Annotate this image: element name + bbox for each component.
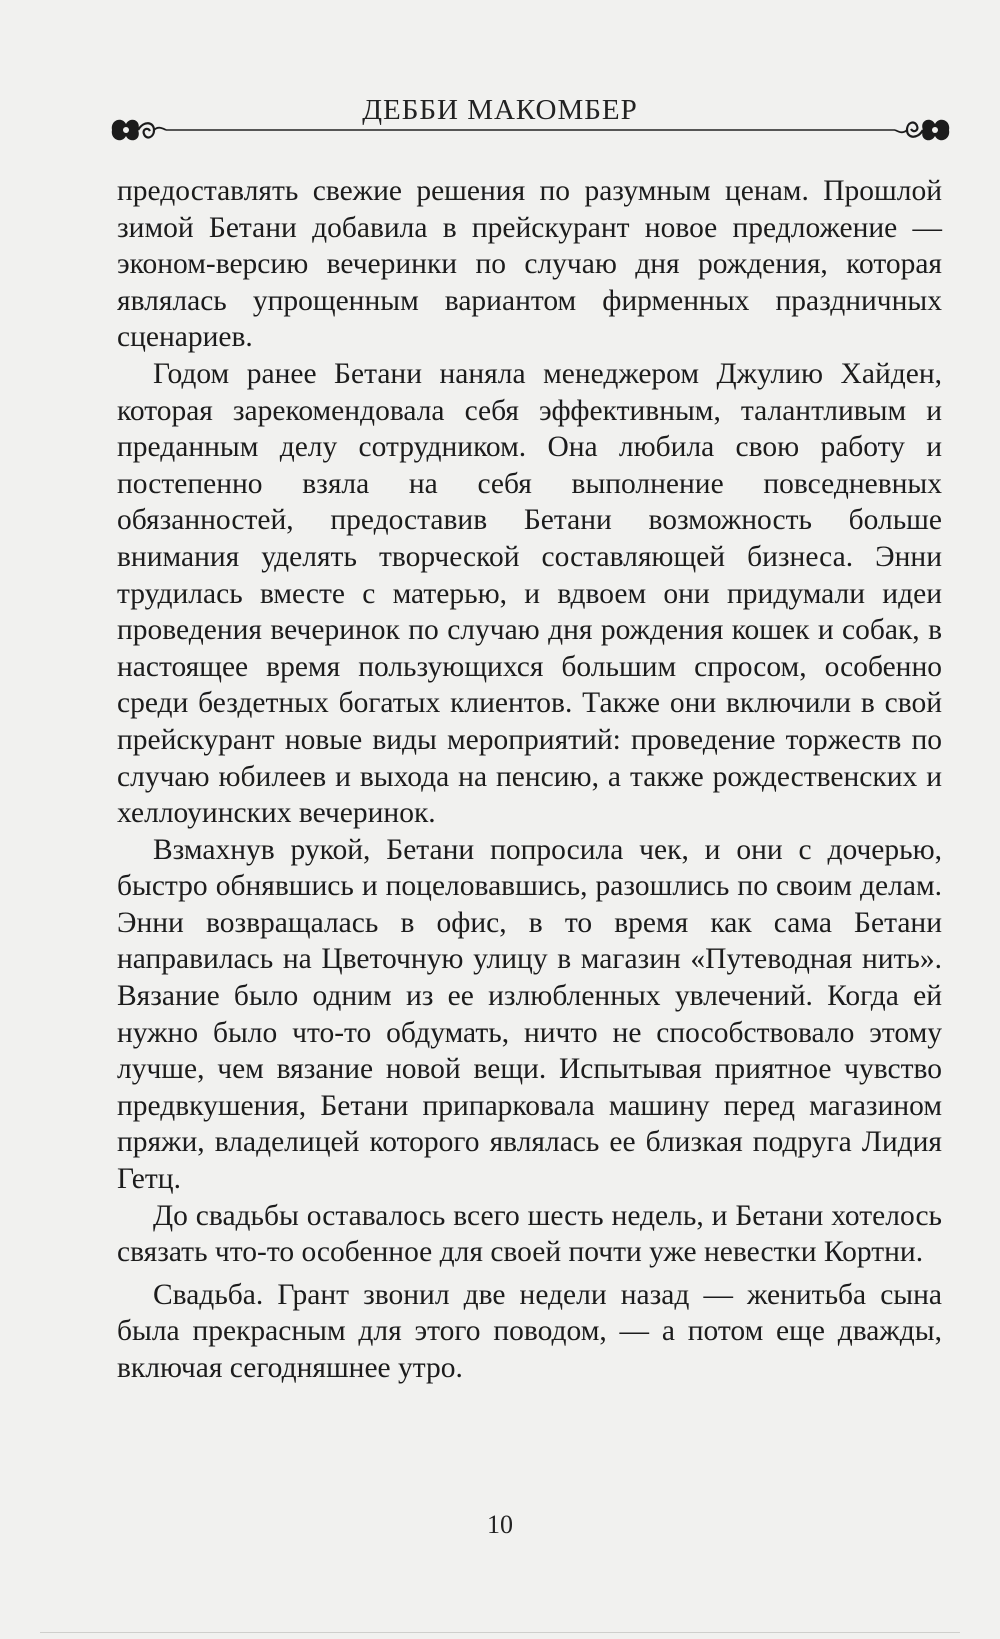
main-text bbox=[117, 173, 942, 1387]
paragraph-2: Годом ранее Бетани наняла менеджером Джулию Хайден, которая зарекомендовала себя эффективным, талантливым и преданным делу сотрудником. Она любила свою работу и постепенно взяла на себя выполнение повседневных обязанностей, предоставив Бетани возможность больше внимания уделять творческой составляющей бизнеса. Энни трудилась вместе с матерью, и вдвоем они придумали идеи проведения вечеринок по случаю дня рождения кошек и собак, в настоящее время пользующихся большим спросом, особенно среди бездетных богатых клиентов. Также они включили в свой прейскурант новые виды мероприятий: проведение торжеств по случаю юбилеев и выхода на пенсию, а также рождественских и хеллоуинских вечеринок. bbox=[117, 357, 942, 830]
paragraph-3: Взмахнув рукой, Бетани попросила чек, и они с дочерью, быстро обнявшись и поцеловавшись, разошлись по своим делам. Энни возвращалась в офис, в то время как сама Бетани направилась на Цветочную улицу в магазин «Путеводная нить». Вязание было одним из ее излюбленных увлечений. Когда ей нужно было что-то обдумать, ничто не способствовало этому лучше, чем вязание новой вещи. Испытывая приятное чувство предвкушения, Бетани припарковала машину перед магазином пряжи, владелицей которого являлась ее близкая подруга Лидия Гетц. bbox=[117, 833, 942, 1196]
running-head-author: ДЕББИ МАКОМБЕР bbox=[362, 94, 638, 126]
ornamental-rule bbox=[108, 116, 953, 156]
floral-flourish-icon-left bbox=[112, 120, 166, 141]
page-edge-line bbox=[40, 1632, 960, 1633]
paragraph-4: До свадьбы оставалось всего шесть недель, и Бетани хотелось связать что-то особенное для своей почти уже невестки Кортни. bbox=[117, 1199, 942, 1269]
paragraph-1: предоставлять свежие решения по разумным ценам. Прошлой зимой Бетани добавила в прейскурант новое предложение — эконом-версию вечеринки по случаю дня рождения, которая являлась упрощенным вариантом фирменных праздничных сценариев. bbox=[117, 175, 942, 354]
page-number: 10 bbox=[487, 1510, 513, 1539]
floral-flourish-icon-right bbox=[895, 120, 949, 141]
paragraph-5: Свадьба. Грант звонил две недели назад — женитьба сына была прекрасным для этого поводом, — а потом еще дважды, включая сегодняшнее утро. bbox=[117, 1278, 942, 1384]
